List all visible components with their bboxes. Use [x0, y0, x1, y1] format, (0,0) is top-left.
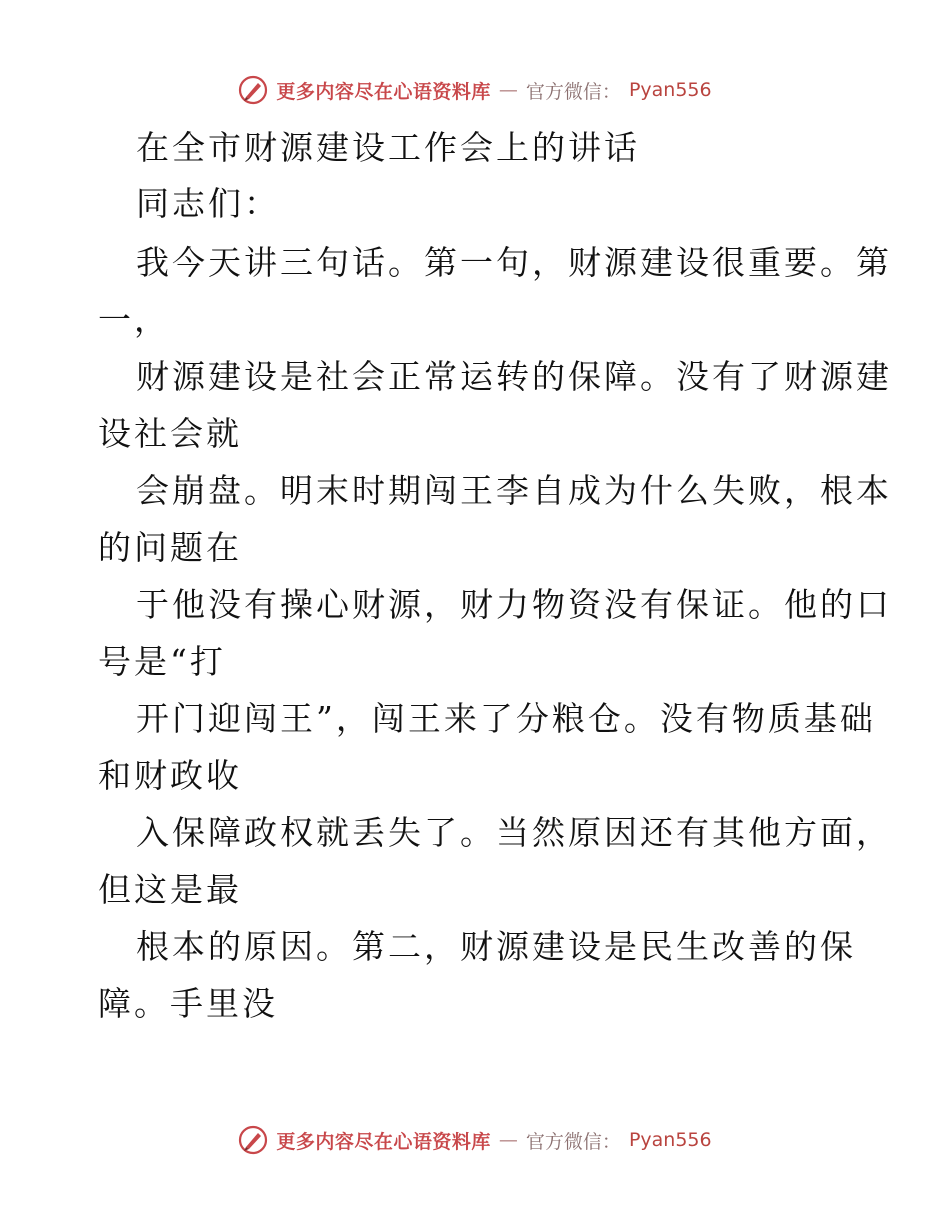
paragraph-line: 入保障政权就丢失了。当然原因还有其他方面，	[136, 813, 892, 852]
paragraph-line: 根本的原因。第二，财源建设是民生改善的保	[136, 927, 856, 966]
paragraph-line: 我今天讲三句话。第一句，财源建设很重要。第	[136, 243, 892, 282]
paragraph-line: 设社会就	[98, 414, 242, 453]
watermark-separator: —	[498, 79, 518, 101]
watermark-sub-text: 官方微信：	[525, 80, 621, 103]
paragraph-line: 障。手里没	[98, 984, 278, 1023]
paragraph-line: 的问题在	[98, 528, 242, 567]
document-greeting: 同志们：	[136, 184, 280, 223]
watermark-main-text: 更多内容尽在心语资料库	[276, 1130, 491, 1153]
document-body	[98, 122, 892, 1032]
quill-pen-logo-icon	[238, 75, 268, 105]
paragraph-line: 但这是最	[98, 870, 242, 909]
quill-pen-logo-icon	[238, 1125, 268, 1155]
paragraph-line: 和财政收	[98, 756, 242, 795]
watermark-separator: —	[498, 1129, 518, 1151]
document-title: 在全市财源建设工作会上的讲话	[136, 128, 640, 167]
paragraph-line: 于他没有操心财源，财力物资没有保证。他的口	[136, 585, 892, 624]
header-watermark	[0, 70, 950, 110]
paragraph-line: 财源建设是社会正常运转的保障。没有了财源建	[136, 357, 892, 396]
watermark-main-text: 更多内容尽在心语资料库	[276, 80, 491, 103]
paragraph-line: 会崩盘。明末时期闯王李自成为什么失败，根本	[136, 471, 892, 510]
paragraph-line: 一，	[98, 300, 170, 339]
watermark-account-id: Pyan556	[628, 1129, 712, 1151]
watermark-sub-text: 官方微信：	[525, 1130, 621, 1153]
paragraph-line: 号是“打	[98, 642, 226, 681]
footer-watermark	[0, 1120, 950, 1160]
watermark-account-id: Pyan556	[628, 79, 712, 101]
paragraph-line: 开门迎闯王”，闯王来了分粮仓。没有物质基础	[136, 699, 876, 738]
